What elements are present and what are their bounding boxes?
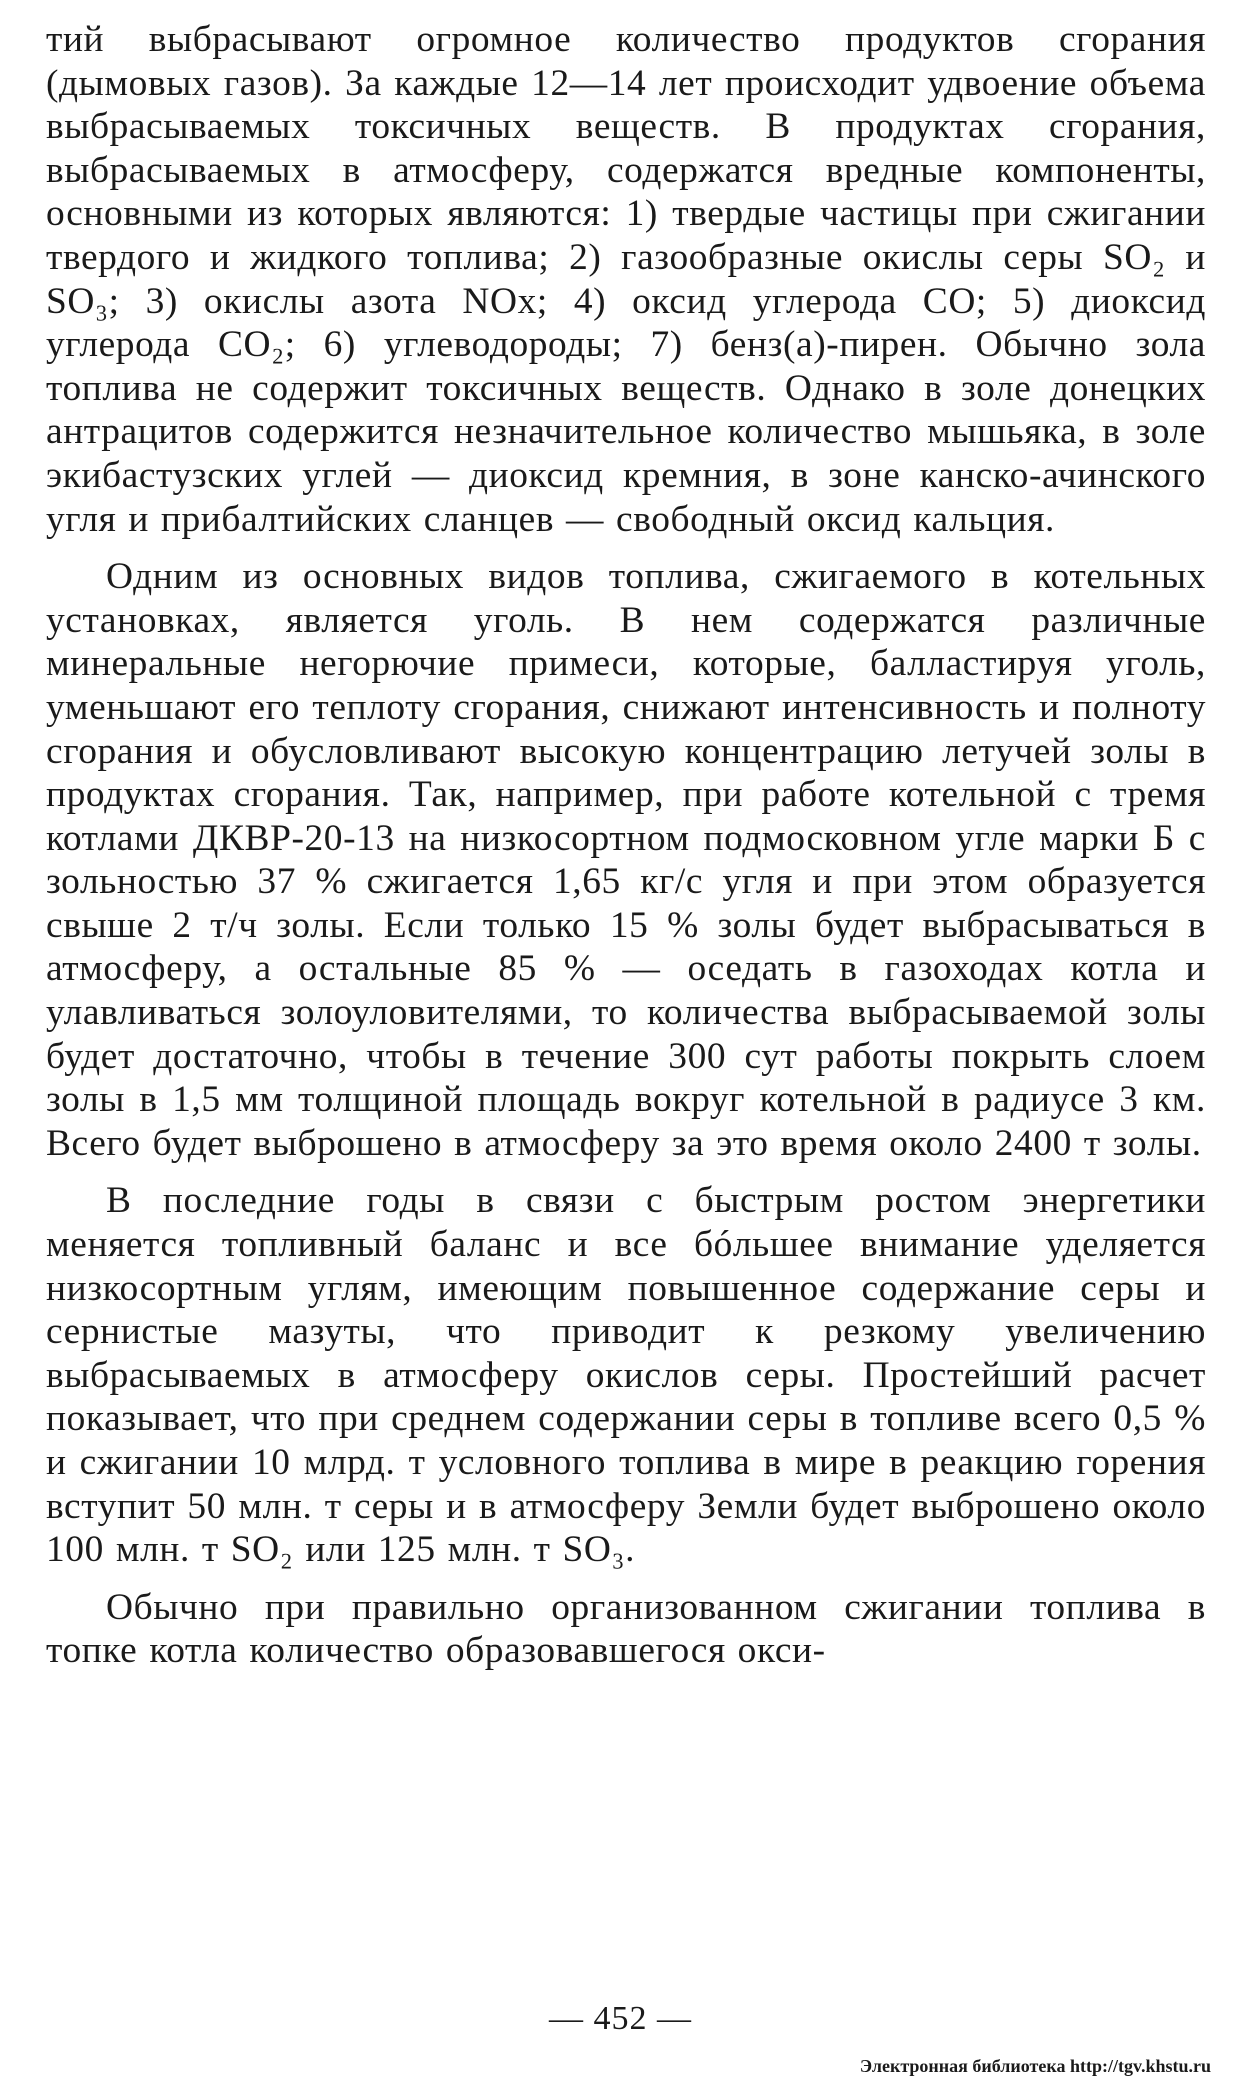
library-footer: Электронная библиотека http://tgv.khstu.ru [859,2056,1211,2076]
paragraph-1: тий выбрасывают огромное количество продуктов сгорания (дымовых газов). За каждые 12—14 лет происходит удвоение объема выбрасываемых токсичных веществ. В продуктах сгорания, выбрасываемых в атмосферу, содержатся вредные компоненты, основными из которых являются: 1) твердые частицы при сжигании твердого и жидкого топлива; 2) газообразные окислы серы SO₂ и SO₃; 3) окислы азота NOx; 4) оксид углерода CO; 5) диоксид углерода CO₂; 6) углеводороды; 7) бенз(а)-пирен. Обычно зола топлива не содержит токсичных веществ. Однако в золе донецких антрацитов содержится незначительное количество мышьяка, в золе экибастузских углей — диоксид кремния, в зоне канско-ачинского угля и прибалтийских сланцев — свободный оксид кальция. [46,19,1206,540]
paragraph-3: В последние годы в связи с быстрым ростом энергетики меняется топливный баланс и все бóльшее внимание уделяется низкосортным углям, имеющим повышенное содержание серы и сернистые мазуты, что приводит к резкому увеличению выбрасываемых в атмосферу окислов серы. Простейший расчет показывает, что при среднем содержании серы в топливе всего 0,5 % и сжигании 10 млрд. т условного топлива в мире в реакцию горения вступит 50 млн. т серы и в атмосферу Земли будет выброшено около 100 млн. т SO₂ или 125 млн. т SO₃. [46,1180,1206,1571]
paragraph-4: Обычно при правильно организованном сжигании топлива в топке котла количество образовавшегося окси- [46,1586,1206,1672]
page-body [46,18,1206,1673]
page-number: — 452 — [549,2000,692,2037]
paragraph-2: Одним из основных видов топлива, сжигаемого в котельных установках, является уголь. В нем содержатся различные минеральные негорючие примеси, которые, балластируя уголь, уменьшают его теплоту сгорания, снижают интенсивность и полноту сгорания и обусловливают высокую концентрацию летучей золы в продуктах сгорания. Так, например, при работе котельной с тремя котлами ДКВР-20-13 на низкосортном подмосковном угле марки Б с зольностью 37 % сжигается 1,65 кг/с угля и при этом образуется свыше 2 т/ч золы. Если только 15 % золы будет выбрасываться в атмосферу, а остальные 85 % — оседать в газоходах котла и улавливаться золоуловителями, то количества выбрасываемой золы будет достаточно, чтобы в течение 300 сут работы покрыть слоем золы в 1,5 мм толщиной площадь вокруг котельной в радиусе 3 км. Всего будет выброшено в атмосферу за это время около 2400 т золы. [46,556,1206,1164]
